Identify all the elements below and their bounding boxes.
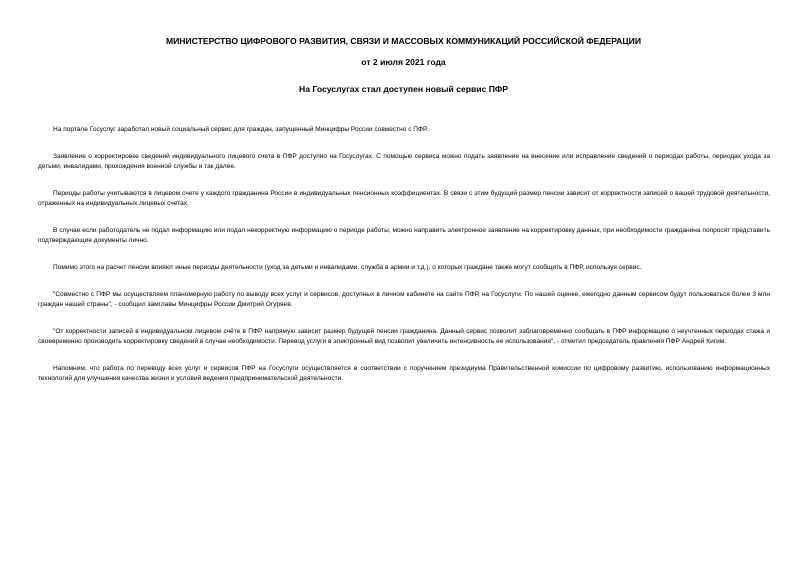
paragraph: Периоды работы учитываются в лицевом счете у каждого гражданина России в индивидуальных пенсионных коэффициентах. В связи с этим будущий размер пенсии зависит от корректности записей о вашей трудовой деятельности, отраженных на индивидуальных лицевых счетах. — [38, 190, 770, 207]
document-date: от 2 июля 2021 года — [361, 57, 446, 67]
paragraph: Напомним, что работа по переводу всех услуг и сервисов ПФР на Госуслуги осуществляется в соответствии с поручением президиума Правительственной комиссии по цифровому развитию, использованию информационных технологий для улучшения качества жизни и условий ведения предпринимательской деятельности. — [38, 365, 770, 382]
document-title: На Госуслугах стал доступен новый сервис ПФР — [299, 84, 508, 94]
paragraph: Помимо этого на расчет пенсии влияют иные периоды деятельности (уход за детьми и инвалидами, служба в армии и т.д.), о которых граждане также могут сообщить в ПФР, используя сервис. — [53, 264, 642, 271]
paragraph: На портале Госуслуг заработал новый социальный сервис для граждан, запущенный Минцифры России совместно с ПФР. — [53, 126, 428, 133]
paragraph: В случае если работодатель не подал информацию или подал некорректную информацию о периоде работы, можно направить электронное заявление на корректировку данных, при необходимости гражданина попросят представить подтверждающие документы лично. — [38, 227, 770, 244]
document-body — [38, 125, 770, 401]
paragraph: "Совместно с ПФР мы осуществляем планомерную работу по выводу всех услуг и сервисов, доступных в личном кабинете на сайте ПФР, на Госуслуги. По нашей оценке, ежегодно данным сервисом будут пользоваться более 3 млн граждан нашей страны", - сообщил замглавы Минцифры России Дмитрий Огуряев. — [38, 291, 770, 308]
paragraph: Заявление о корректировке сведений индивидуального лицевого счета в ПФР доступно на Госуслугах. С помощью сервиса можно подать заявление на внесение или исправление сведений о периодах работы, периодах ухода за детьми, инвалидами, прохождения военной службы и так далее. — [38, 153, 770, 170]
paragraph: "От корректности записей в индивидуальном лицевом счёте в ПФР напрямую зависит размер будущей пенсии гражданина. Данный сервис позволит заблаговременно сообщать в ПФР информацию о неучтенных периодах стажа и своевременно производить корректировку сведений в случае необходимости. Перевод услуги в электронный вид позволит увеличить интенсивность ее использования", - отметил председатель правления ПФР Андрей Кигим. — [38, 328, 770, 345]
ministry-heading: МИНИСТЕРСТВО ЦИФРОВОГО РАЗВИТИЯ, СВЯЗИ И МАССОВЫХ КОММУНИКАЦИЙ РОССИЙСКОЙ ФЕДЕРАЦИИ — [165, 36, 642, 46]
